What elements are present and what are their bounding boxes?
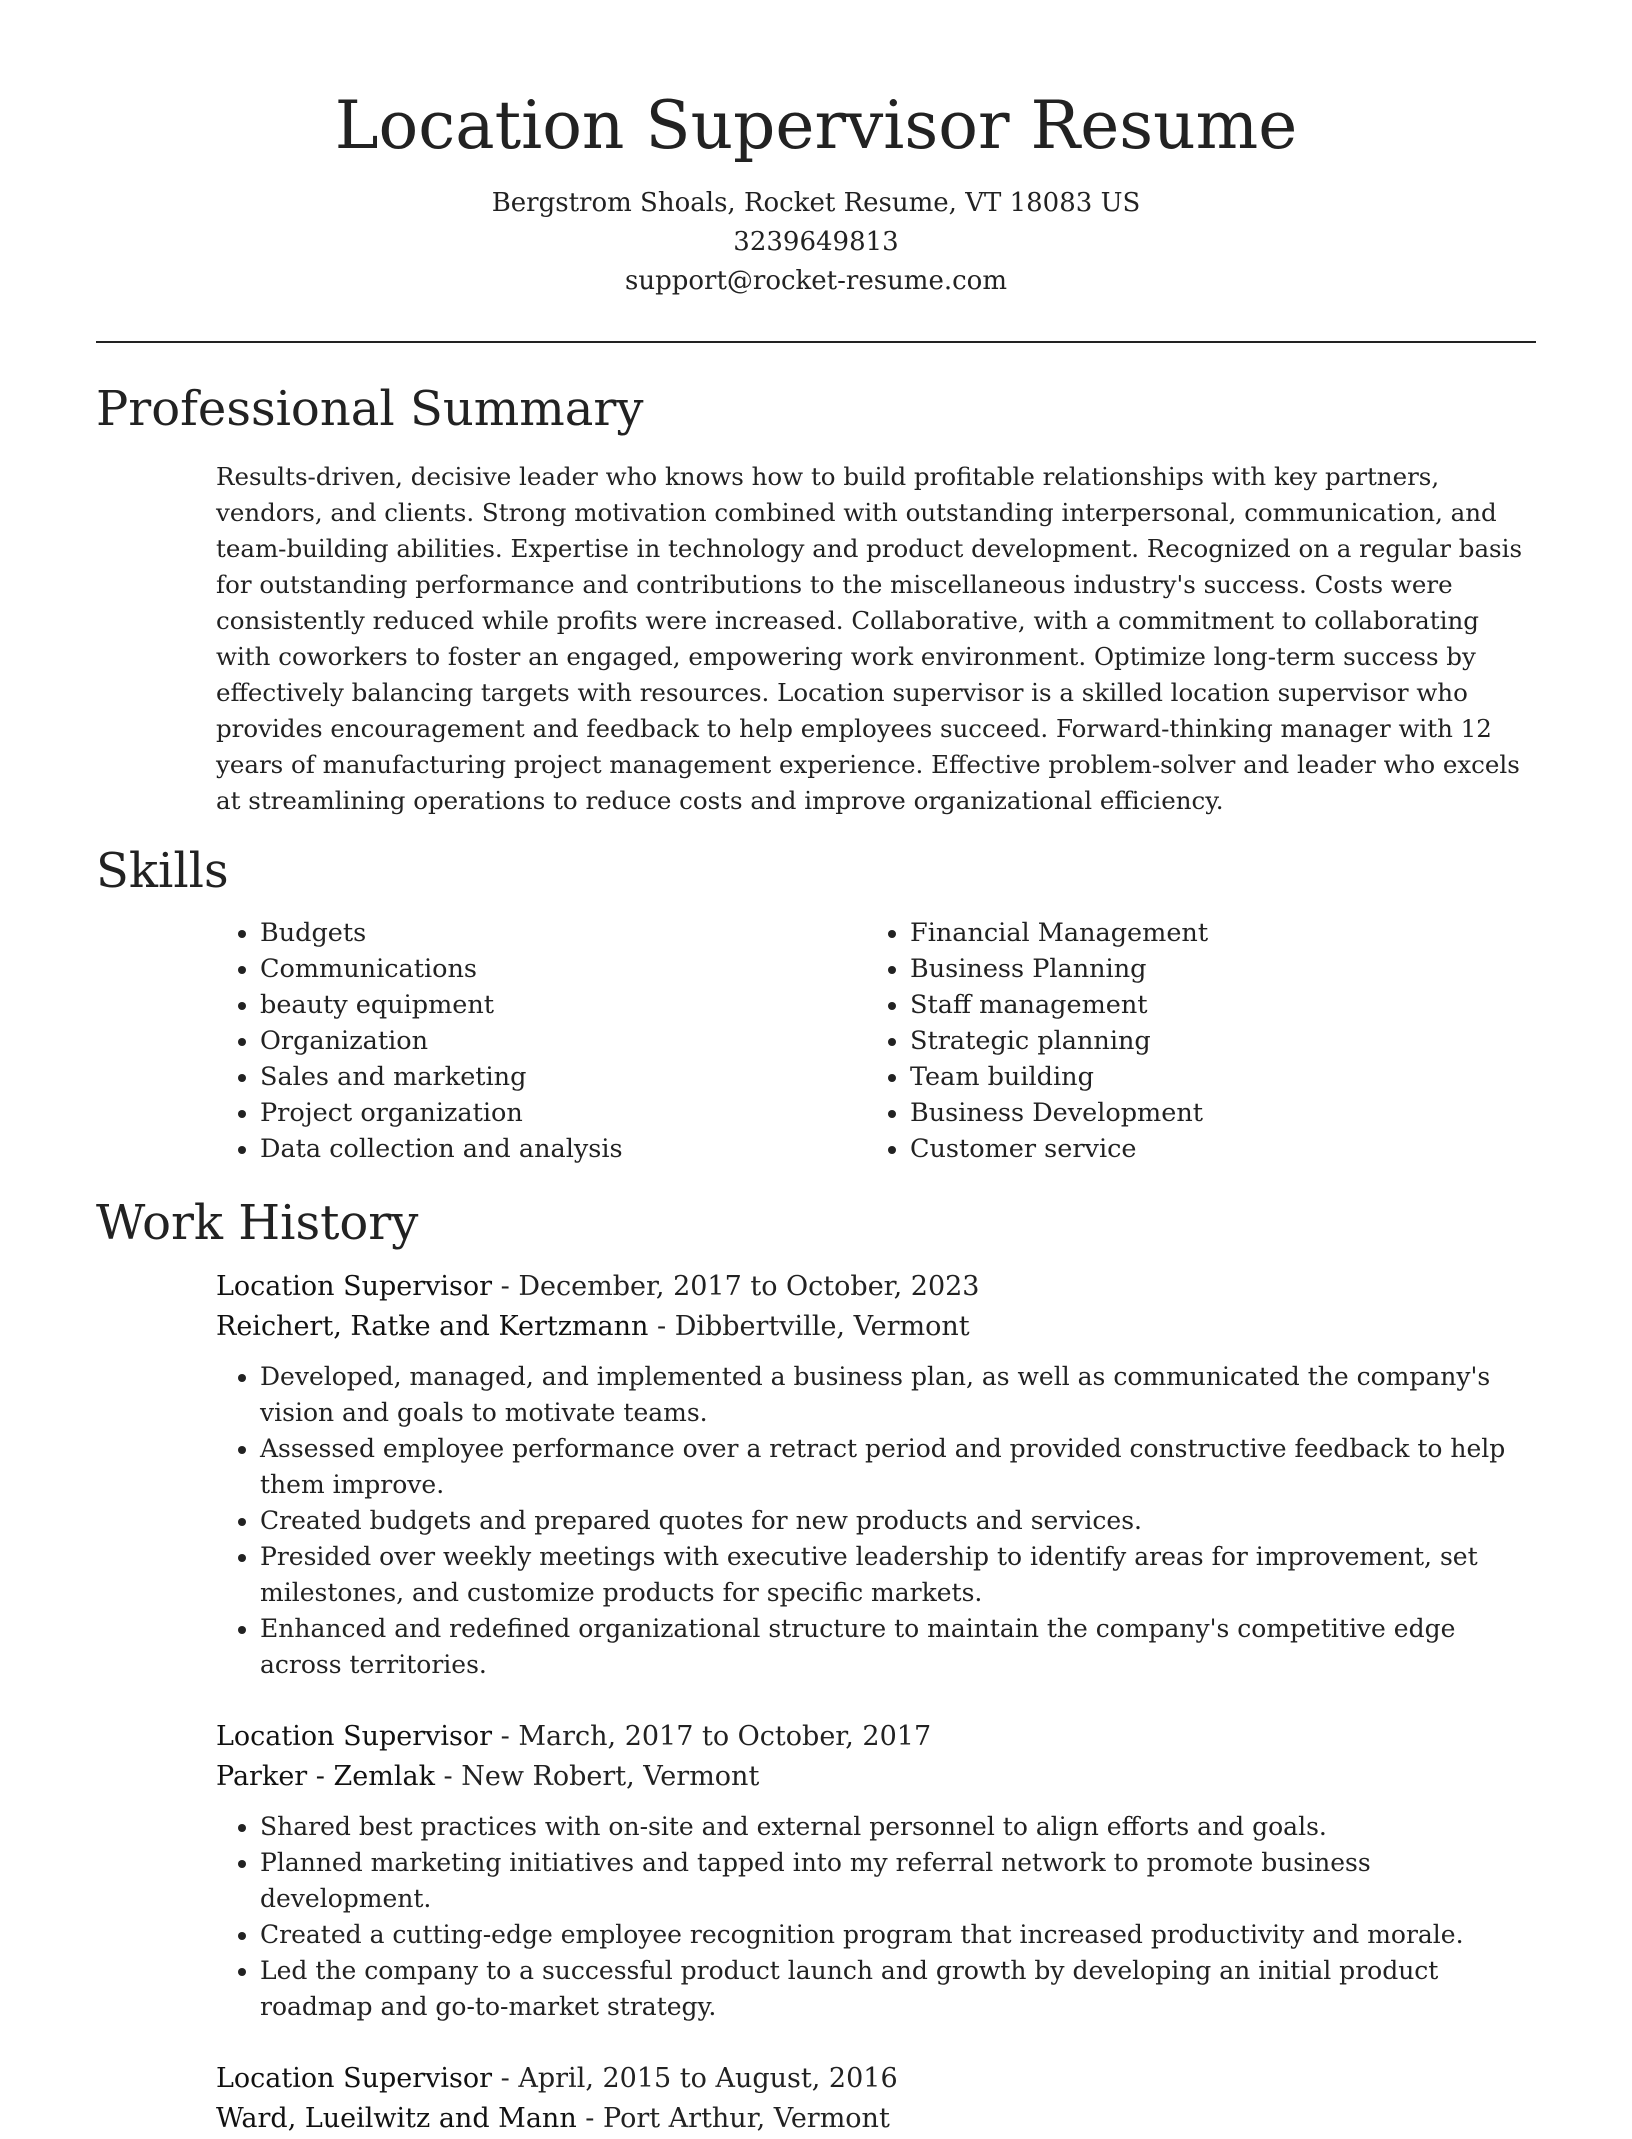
skill-item: • beauty equipment: [260, 987, 866, 1023]
job-bullet: • Created budgets and prepared quotes for new products and services.: [260, 1503, 1536, 1539]
skill-item: • Organization: [260, 1023, 866, 1059]
job-location: - Port Arthur, Vermont: [576, 2103, 890, 2134]
skills-heading: Skills: [96, 843, 229, 899]
skills-columns: [216, 915, 1536, 1167]
job-title-line: [216, 1717, 1536, 1757]
job-bullet: • Shared best practices with on-site and external personnel to align efforts and goals.: [260, 1809, 1536, 1845]
job-bullet: • Enhanced and redefined organizational structure to maintain the company's competitive edge across territories.: [260, 1611, 1536, 1683]
job-bullets: [216, 1359, 1536, 1683]
skill-item: • Budgets: [260, 915, 866, 951]
job-bullet: • Assessed employee performance over a retract period and provided constructive feedback to help them improve.: [260, 1431, 1536, 1503]
job-bullet: • Led the company to a successful product launch and growth by developing an initial product roadmap and go-to-market strategy.: [260, 1953, 1536, 2025]
job-title-line: [216, 2059, 1536, 2099]
skill-item: • Financial Management: [910, 915, 1516, 951]
job-dates: - December, 2017 to October, 2023: [492, 1271, 980, 1302]
job-company-line: [216, 2099, 1536, 2139]
header-divider: [96, 341, 1536, 343]
resume-page: [96, 0, 1536, 2139]
job-dates: - March, 2017 to October, 2017: [492, 1721, 932, 1752]
skill-item: • Staff management: [910, 987, 1516, 1023]
job-bullet: • Planned marketing initiatives and tapped into my referral network to promote business development.: [260, 1845, 1536, 1917]
job-location: - New Robert, Vermont: [434, 1761, 760, 1792]
job-company: Reichert, Ratke and Kertzmann: [216, 1311, 649, 1342]
job-title-line: [216, 1267, 1536, 1307]
summary-heading: Professional Summary: [96, 381, 644, 437]
job-title: Location Supervisor: [216, 2063, 493, 2094]
job-entry: [216, 2059, 1536, 2139]
contact-address: Bergstrom Shoals, Rocket Resume, VT 18083 US: [491, 188, 1141, 218]
skill-item: • Customer service: [910, 1131, 1516, 1167]
job-bullets: [216, 1809, 1536, 2025]
skill-item: • Business Planning: [910, 951, 1516, 987]
skill-item: • Team building: [910, 1059, 1516, 1095]
skill-item: • Communications: [260, 951, 866, 987]
job-company: Parker - Zemlak: [216, 1761, 435, 1792]
job-bullet: • Presided over weekly meetings with executive leadership to identify areas for improvement, set milestones, and customize products for specific markets.: [260, 1539, 1536, 1611]
job-bullet: • Created a cutting-edge employee recognition program that increased productivity and morale.: [260, 1917, 1536, 1953]
job-location: - Dibbertville, Vermont: [648, 1311, 970, 1342]
resume-title: Location Supervisor Resume: [334, 87, 1298, 164]
contact-email: support@rocket-resume.com: [624, 266, 1007, 296]
job-title: Location Supervisor: [216, 1271, 493, 1302]
skill-item: • Strategic planning: [910, 1023, 1516, 1059]
work-history-heading: Work History: [96, 1195, 419, 1251]
summary-section: [96, 377, 1536, 819]
job-bullet: • Developed, managed, and implemented a business plan, as well as communicated the company's vision and goals to motivate teams.: [260, 1359, 1536, 1431]
skills-section: [96, 839, 1536, 1167]
summary-text: Results-driven, decisive leader who knows how to build profitable relationships with key partners, vendors, and clients. Strong motivation combined with outstanding interpersonal, communication, and team-building abilities. Expertise in technology and product development. Recognized on a regular basis for outstanding performance and contributions to the miscellaneous industry's success. Costs were consistently reduced while profits were increased. Collaborative, with a commitment to collaborating with coworkers to foster an engaged, empowering work environment. Optimize long-term success by effectively balancing targets with resources. Location supervisor is a skilled location supervisor who provides encouragement and feedback to help employees succeed. Forward-thinking manager with 12 years of manufacturing project management experience. Effective problem-solver and leader who excels at streamlining operations to reduce costs and improve organizational efficiency.: [216, 462, 1523, 815]
job-company: Ward, Lueilwitz and Mann: [216, 2103, 577, 2134]
job-company-line: [216, 1757, 1536, 1797]
job-title: Location Supervisor: [216, 1721, 493, 1752]
contact-phone: 3239649813: [733, 227, 899, 257]
job-dates: - April, 2015 to August, 2016: [492, 2063, 898, 2094]
skills-list-right: [866, 915, 1516, 1167]
skill-item: • Data collection and analysis: [260, 1131, 866, 1167]
work-history-section: [96, 1191, 1536, 2139]
resume-header: [96, 0, 1536, 301]
skill-item: • Business Development: [910, 1095, 1516, 1131]
skill-item: • Sales and marketing: [260, 1059, 866, 1095]
job-company-line: [216, 1307, 1536, 1347]
skill-item: • Project organization: [260, 1095, 866, 1131]
skills-list-left: [216, 915, 866, 1167]
job-entry: [216, 1717, 1536, 2025]
job-entry: [216, 1267, 1536, 1683]
